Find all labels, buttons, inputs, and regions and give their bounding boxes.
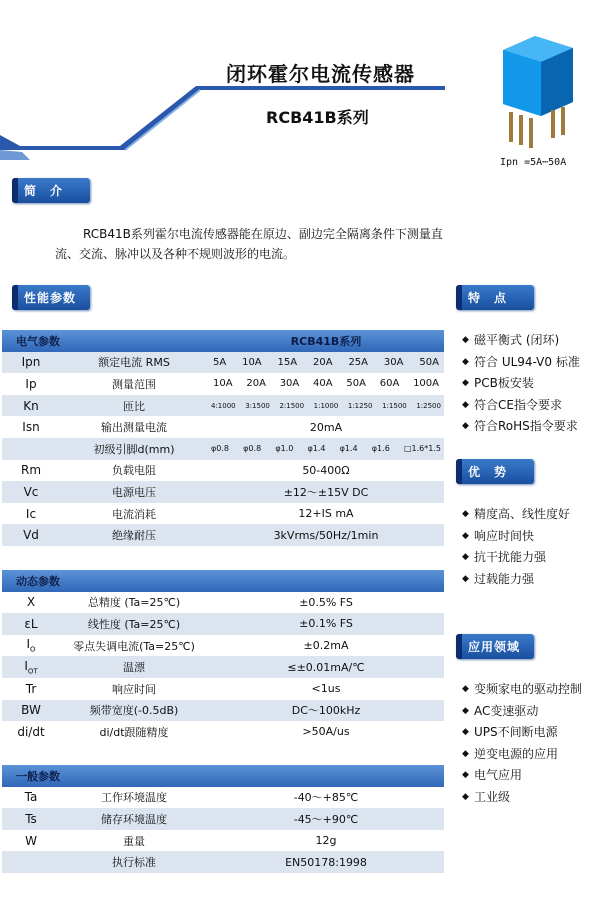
param-symbol: Ipn <box>2 352 60 374</box>
param-symbol: Ip <box>2 373 60 395</box>
param-value: 3:1500 <box>245 401 270 410</box>
diamond-bullet-icon: ◆ <box>462 791 469 802</box>
diamond-bullet-icon: ◆ <box>462 552 469 562</box>
list-item: ◆ 符合CE指令要求 <box>462 395 580 417</box>
list-item: ◆ 逆变电源的应用 <box>462 744 582 766</box>
param-symbol: Tr <box>2 678 60 700</box>
intro-text: RCB41B系列霍尔电流传感器能在原边、副边完全隔离条件下测量直流、交流、脉冲以及各种不规则波形的电流。 <box>55 227 443 261</box>
param-symbol: BW <box>2 700 60 722</box>
param-value: ±12～±15V DC <box>208 481 444 503</box>
param-value: >50A/us <box>208 721 444 743</box>
param-value: EN50178:1998 <box>208 851 444 873</box>
table-row <box>2 503 444 525</box>
param-value: 4:1000 <box>211 401 236 410</box>
param-name: 重量 <box>60 830 208 852</box>
param-symbol: Vd <box>2 524 60 546</box>
list-item: ◆ AC变速驱动 <box>462 701 582 723</box>
param-symbol: Vc <box>2 481 60 503</box>
table-row <box>2 851 444 873</box>
param-name: 电源电压 <box>60 481 208 503</box>
diamond-bullet-icon: ◆ <box>462 421 469 431</box>
param-value: ±0.1% FS <box>208 613 444 635</box>
table-row <box>2 438 444 460</box>
param-value: ±0.5% FS <box>208 592 444 614</box>
diamond-bullet-icon: ◆ <box>462 378 469 388</box>
param-name: 线性度 (Ta=25℃) <box>60 613 208 635</box>
param-value: 15A <box>277 356 298 368</box>
table-row <box>2 635 444 657</box>
param-symbol: εL <box>2 613 60 635</box>
param-value: 60A <box>379 378 400 390</box>
list-item: ◆ 响应时间快 <box>462 526 570 548</box>
list-item: ◆ 精度高、线性度好 <box>462 504 570 526</box>
param-value: 12+IS mA <box>208 503 444 525</box>
param-value: 30A <box>383 356 404 368</box>
param-value: □1.6*1.5 <box>403 444 441 454</box>
list-item: ◆ PCB板安装 <box>462 373 580 395</box>
param-name: 执行标准 <box>60 851 208 873</box>
table-row <box>2 395 444 417</box>
diamond-bullet-icon: ◆ <box>462 399 469 410</box>
param-value: DC～100kHz <box>208 700 444 722</box>
intro-heading: 简 介 <box>12 178 90 203</box>
applications-list <box>462 679 582 808</box>
page-subtitle: RCB41B系列 <box>266 108 369 127</box>
table-row <box>2 481 444 503</box>
param-symbol: Ta <box>2 787 60 809</box>
param-value: 2:1500 <box>279 401 305 410</box>
param-value: 1:1000 <box>313 401 339 410</box>
features-list <box>462 330 580 438</box>
param-name: 测量范围 <box>60 373 208 395</box>
param-name: 电流消耗 <box>60 503 208 525</box>
diamond-bullet-icon: ◆ <box>462 770 469 780</box>
general-params-table <box>2 765 444 873</box>
param-value: 10A <box>213 378 233 390</box>
param-symbol: $I_{OT}$ <box>2 656 60 678</box>
param-value: 5A <box>213 356 227 368</box>
param-symbol <box>2 851 60 873</box>
table-row <box>2 700 444 722</box>
param-name: 响应时间 <box>60 678 208 700</box>
advantages-list <box>462 504 570 590</box>
list-item: ◆ 抗干扰能力强 <box>462 547 570 569</box>
param-value: 50A <box>346 378 366 390</box>
param-value: φ0.8 <box>243 444 262 454</box>
param-value: 20A <box>246 378 266 390</box>
param-value: 50-400Ω <box>208 460 444 482</box>
table-row <box>2 524 444 546</box>
param-name: 频带宽度(-0.5dB) <box>60 700 208 722</box>
diamond-bullet-icon: ◆ <box>462 335 469 345</box>
param-value: 25A <box>348 356 369 368</box>
param-symbol: X <box>2 592 60 614</box>
param-value: 1:1500 <box>382 401 407 410</box>
table-row <box>2 721 444 743</box>
param-name: 匝比 <box>60 395 208 417</box>
param-value: φ1.4 <box>339 444 358 454</box>
param-name: 绝缘耐压 <box>60 524 208 546</box>
electrical-header-left: 电气参数 <box>2 330 208 352</box>
current-range-label: Ipn =5A⋯50A <box>500 157 567 168</box>
table-row <box>2 352 444 374</box>
param-symbol: Ts <box>2 808 60 830</box>
param-value: 1:1250 <box>347 401 373 410</box>
list-item: ◆ UPS不间断电源 <box>462 722 582 744</box>
param-name: 额定电流 RMS <box>60 352 208 374</box>
param-value: -45～+90℃ <box>208 808 444 830</box>
list-item: ◆ 工业级 <box>462 787 582 809</box>
table-row <box>2 830 444 852</box>
table-row <box>2 808 444 830</box>
param-name: 工作环境温度 <box>60 787 208 809</box>
param-name: 初级引脚d(mm) <box>60 438 208 460</box>
table-row <box>2 678 444 700</box>
param-value: φ1.4 <box>307 444 326 454</box>
param-value: 30A <box>279 378 300 390</box>
diamond-bullet-icon: ◆ <box>462 573 469 584</box>
list-item: ◆ 磁平衡式 (闭环) <box>462 330 580 352</box>
table-row <box>2 592 444 614</box>
param-value: 100A <box>413 378 439 390</box>
diamond-bullet-icon: ◆ <box>462 748 469 759</box>
advantages-heading: 优 势 <box>456 459 534 484</box>
list-item: ◆ 电气应用 <box>462 765 582 787</box>
diamond-bullet-icon: ◆ <box>462 727 469 737</box>
diamond-bullet-icon: ◆ <box>462 705 469 716</box>
dynamic-params-table <box>2 570 444 743</box>
param-symbol: $I_O$ <box>2 635 60 657</box>
page-title: 闭环霍尔电流传感器 <box>226 62 415 86</box>
param-value: 20mA <box>208 416 444 438</box>
table-header <box>2 570 444 592</box>
param-symbol: Isn <box>2 416 60 438</box>
param-value: 50A <box>419 356 439 368</box>
table-row <box>2 460 444 482</box>
list-item: ◆ 过载能力强 <box>462 569 570 591</box>
param-symbol: di/dt <box>2 721 60 743</box>
param-name: di/dt跟随精度 <box>60 721 208 743</box>
param-symbol <box>2 438 60 460</box>
list-item: ◆ 符合RoHS指令要求 <box>462 416 580 438</box>
table-row <box>2 656 444 678</box>
param-value: <1us <box>208 678 444 700</box>
dynamic-header: 动态参数 <box>2 570 444 592</box>
param-value: φ0.8 <box>211 444 229 454</box>
table-header <box>2 330 444 352</box>
param-name: 零点失调电流(Ta=25℃) <box>60 635 208 657</box>
general-header: 一般参数 <box>2 765 444 787</box>
param-name: 温漂 <box>60 656 208 678</box>
param-value: 40A <box>313 378 333 390</box>
table-row <box>2 416 444 438</box>
param-value: 20A <box>312 356 333 368</box>
applications-heading: 应用领域 <box>456 634 534 659</box>
param-symbol: Rm <box>2 460 60 482</box>
param-name: 输出测量电流 <box>60 416 208 438</box>
param-value: -40～+85℃ <box>208 787 444 809</box>
features-heading: 特 点 <box>456 285 534 310</box>
param-value: 10A <box>242 356 262 368</box>
param-symbol: Ic <box>2 503 60 525</box>
list-item: ◆ 符合 UL94-V0 标准 <box>462 352 580 374</box>
param-value: ±0.2mA <box>208 635 444 657</box>
param-name: 负载电阻 <box>60 460 208 482</box>
param-symbol: W <box>2 830 60 852</box>
electrical-header-right: RCB41B系列 <box>208 330 444 352</box>
diamond-bullet-icon: ◆ <box>462 530 469 541</box>
product-image <box>495 30 580 152</box>
param-name: 储存环境温度 <box>60 808 208 830</box>
param-value: φ1.6 <box>371 444 390 454</box>
param-value: 1:2500 <box>416 401 441 410</box>
diamond-bullet-icon: ◆ <box>462 356 469 367</box>
list-item: ◆ 变频家电的驱动控制 <box>462 679 582 701</box>
param-name: 总精度 (Ta=25℃) <box>60 592 208 614</box>
diamond-bullet-icon: ◆ <box>462 509 469 519</box>
param-symbol: Kn <box>2 395 60 417</box>
electrical-params-table <box>2 330 444 546</box>
table-row <box>2 613 444 635</box>
table-header <box>2 765 444 787</box>
table-row <box>2 787 444 809</box>
param-value: 12g <box>208 830 444 852</box>
param-value: 3kVrms/50Hz/1min <box>208 524 444 546</box>
table-row <box>2 373 444 395</box>
performance-heading: 性能参数 <box>12 285 90 310</box>
diamond-bullet-icon: ◆ <box>462 684 469 694</box>
param-value: ≤±0.01mA/℃ <box>208 656 444 678</box>
param-value: φ1.0 <box>275 444 294 454</box>
